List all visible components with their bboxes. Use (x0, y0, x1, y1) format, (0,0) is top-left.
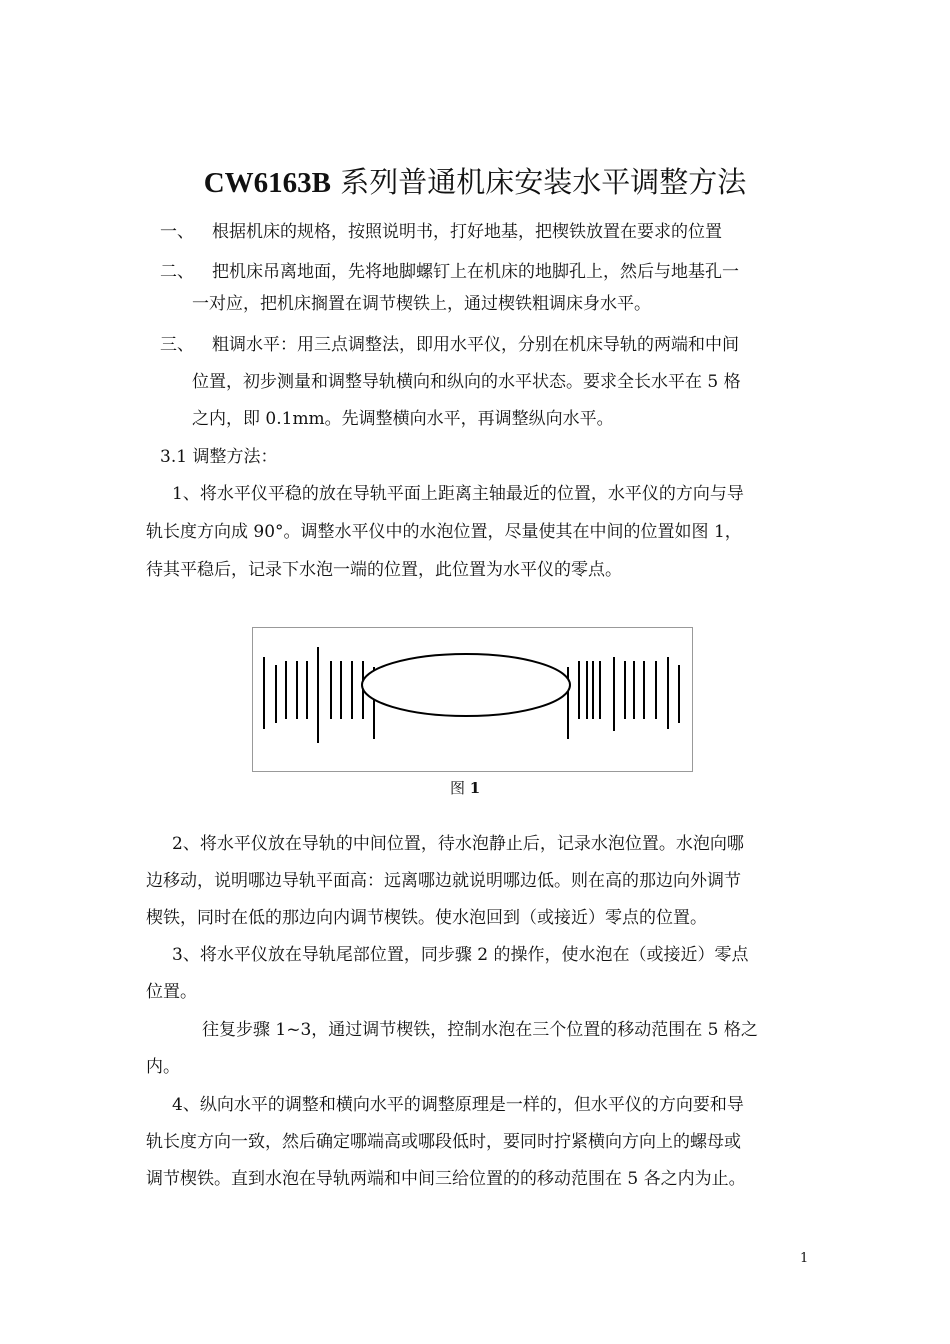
figure-1-caption (450, 778, 480, 798)
step-1-line-3: 待其平稳后，记录下水泡一端的位置，此位置为水平仪的零点。 (146, 560, 622, 580)
step-2-line-2: 边移动，说明哪边导轨平面高：远离哪边就说明哪边低。则在高的那边向外调节 (146, 871, 741, 891)
item-1-number: 一、 (160, 222, 194, 242)
item-2-line-1: 把机床吊离地面，先将地脚螺钉上在机床的地脚孔上，然后与地基孔一 (212, 262, 739, 282)
step-4-line-2: 轨长度方向一致，然后确定哪端高或哪段低时，要同时拧紧横向方向上的螺母或 (146, 1132, 741, 1152)
sub-heading: 3.1 调整方法： (160, 447, 278, 467)
item-3-line-3: 之内，即 0.1mm。先调整横向水平，再调整纵向水平。 (192, 409, 614, 429)
step-2-line-3: 楔铁，同时在低的那边向内调节楔铁。使水泡回到（或接近）零点的位置。 (146, 908, 707, 928)
title-text: 系列普通机床安装水平调整方法 (331, 165, 747, 199)
step-1-line-1: 1、将水平仪平稳的放在导轨平面上距离主轴最近的位置，水平仪的方向与导 (172, 484, 744, 504)
level-bubble (362, 654, 570, 716)
document-title (0, 162, 950, 203)
step-3-line-2: 位置。 (146, 982, 197, 1002)
step-4-line-1: 4、纵向水平的调整和横向水平的调整原理是一样的，但水平仪的方向要和导 (172, 1095, 744, 1115)
spirit-level-illustration (252, 627, 693, 772)
page-number: 1 (800, 1251, 809, 1266)
step-4-line-3: 调节楔铁。直到水泡在导轨两端和中间三给位置的的移动范围在 5 各之内为止。 (146, 1169, 746, 1189)
item-2-number: 二、 (160, 262, 194, 282)
step-2-line-1: 2、将水平仪放在导轨的中间位置，待水泡静止后，记录水泡位置。水泡向哪 (172, 834, 744, 854)
item-3-line-2: 位置，初步测量和调整导轨横向和纵向的水平状态。要求全长水平在 5 格 (192, 372, 741, 392)
item-3-line-1: 粗调水平：用三点调整法，即用水平仪，分别在机床导轨的两端和中间 (212, 335, 739, 355)
item-3-number: 三、 (160, 335, 194, 355)
figure-caption-prefix: 图 (450, 779, 470, 797)
figure-caption-number: 1 (469, 779, 481, 797)
item-2-line-2: 一对应，把机床搁置在调节楔铁上，通过楔铁粗调床身水平。 (192, 294, 651, 314)
step-1-line-2: 轨长度方向成 90°。调整水平仪中的水泡位置，尽量使其在中间的位置如图 1， (146, 522, 742, 542)
repeat-line-2: 内。 (146, 1057, 180, 1077)
repeat-line-1: 往复步骤 1~3，通过调节楔铁，控制水泡在三个位置的移动范围在 5 格之 (202, 1020, 758, 1040)
title-model: CW6163B (203, 167, 332, 199)
item-1-line-1: 根据机床的规格，按照说明书，打好地基，把楔铁放置在要求的位置 (212, 222, 722, 242)
step-3-line-1: 3、将水平仪放在导轨尾部位置，同步骤 2 的操作，使水泡在（或接近）零点 (172, 945, 749, 965)
